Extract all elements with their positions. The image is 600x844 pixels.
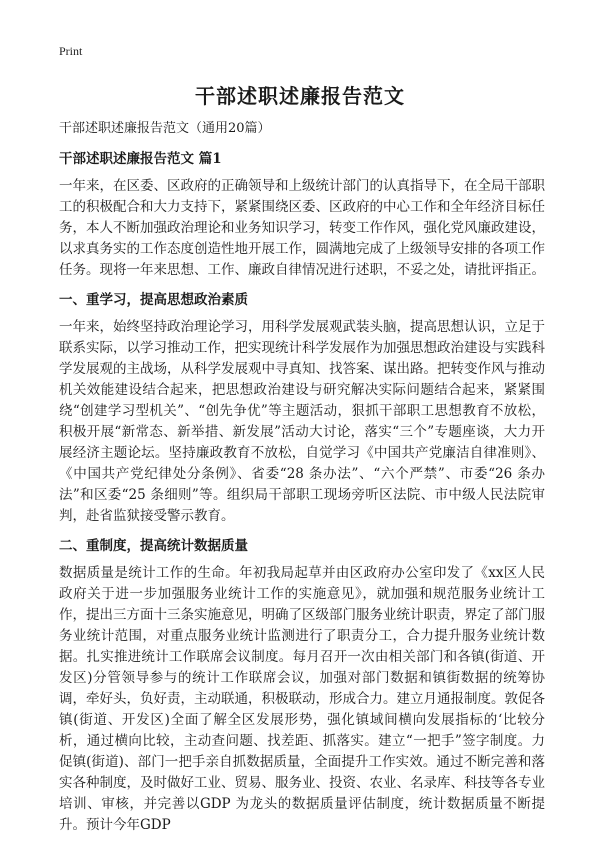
print-link[interactable]: Print <box>59 44 83 58</box>
section-heading: 干部述职述廉报告范文 篇1 <box>59 151 222 167</box>
study-paragraph: 一年来，始终坚持政治理论学习，用科学发展观武装头脑，提高思想认识，立足于联系实际，以学习推动工作，把实现统计科学发展作为加强思想政治建设与实践科学发展观的主战场，从科学发展观中寻真知、找答案、谋出路。把转变作风与推动机关效能建设结合起来，把思想政治建设与研究解决实际问题结合起来，紧紧围绕“创建学习型机关”、“创先争优”等主题活动，狠抓干部职工思想教育不放松，积极开展“新常态、新举措、新发展”活动大讨论，落实“三个”专题座谈，大力开展经济主题论坛。坚持廉政教育不放松，自觉学习《中国共产党廉洁自律准则》、《中国共产党纪律处分条例》、省委“28 条办法”、“六个严禁”、市委“26 条办法”和区委“25 条细则”等。组织局干部职工现场旁听区法院、市中级人民法院审判，赴省监狱接受警示教育。 <box>59 319 545 524</box>
intro-paragraph: 一年来，在区委、区政府的正确领导和上级统计部门的认真指导下，在全局干部职工的积极配合和大力支持下，紧紧围绕区委、区政府的中心工作和全年经济目标任务，本人不断加强政治理论和业务知识学习，转变工作作风，强化党风廉政建设，以求真务实的工作态度创造性地开展工作，圆满地完成了上级领导安排的各项工作任务。现将一年来思想、工作、廉政自律情况进行述职，不妥之处，请批评指正。 <box>59 178 545 278</box>
page-title: 干部述职述廉报告范文 <box>195 84 405 108</box>
document-body <box>59 118 545 844</box>
heading-study: 一、重学习，提高思想政治素质 <box>59 292 248 308</box>
heading-system: 二、重制度，提高统计数据质量 <box>59 538 248 554</box>
system-paragraph: 数据质量是统计工作的生命。年初我局起草并由区政府办公室印发了《xx区人民政府关于进一步加强服务业统计工作的实施意见》，就加强和规范服务业统计工作，提出三方面十三条实施意见，明确了区级部门服务业统计职责，界定了部门服务业统计范围，对重点服务业统计监测进行了职责分工，合力提升服务业统计数据。扎实推进统计工作联席会议制度。每月召开一次由相关部门和各镇(街道、开发区)分管领导参与的统计工作联席会议，加强对部门数据和镇街数据的统筹协调，牵好头，负好责，主动联通，积极联动，形成合力。建立月通报制度。敦促各镇(街道、开发区)全面了解全区发展形势，强化镇域间横向发展指标的‘比较分析，通过横向比较，主动查问题、找差距、抓落实。建立“一把手”签字制度。力促镇(街道)、部门一把手亲自抓数据质量，全面提升工作实效。通过不断完善和落实各种制度，及时做好工业、贸易、服务业、投资、农业、名录库、科技等各专业培训、审核，并完善以GDP 为龙头的数据质量评估制度，统计数据质量不断提升。预计今年GDP <box>59 565 545 833</box>
document-subtitle: 干部述职述廉报告范文（通用20篇） <box>59 121 271 136</box>
